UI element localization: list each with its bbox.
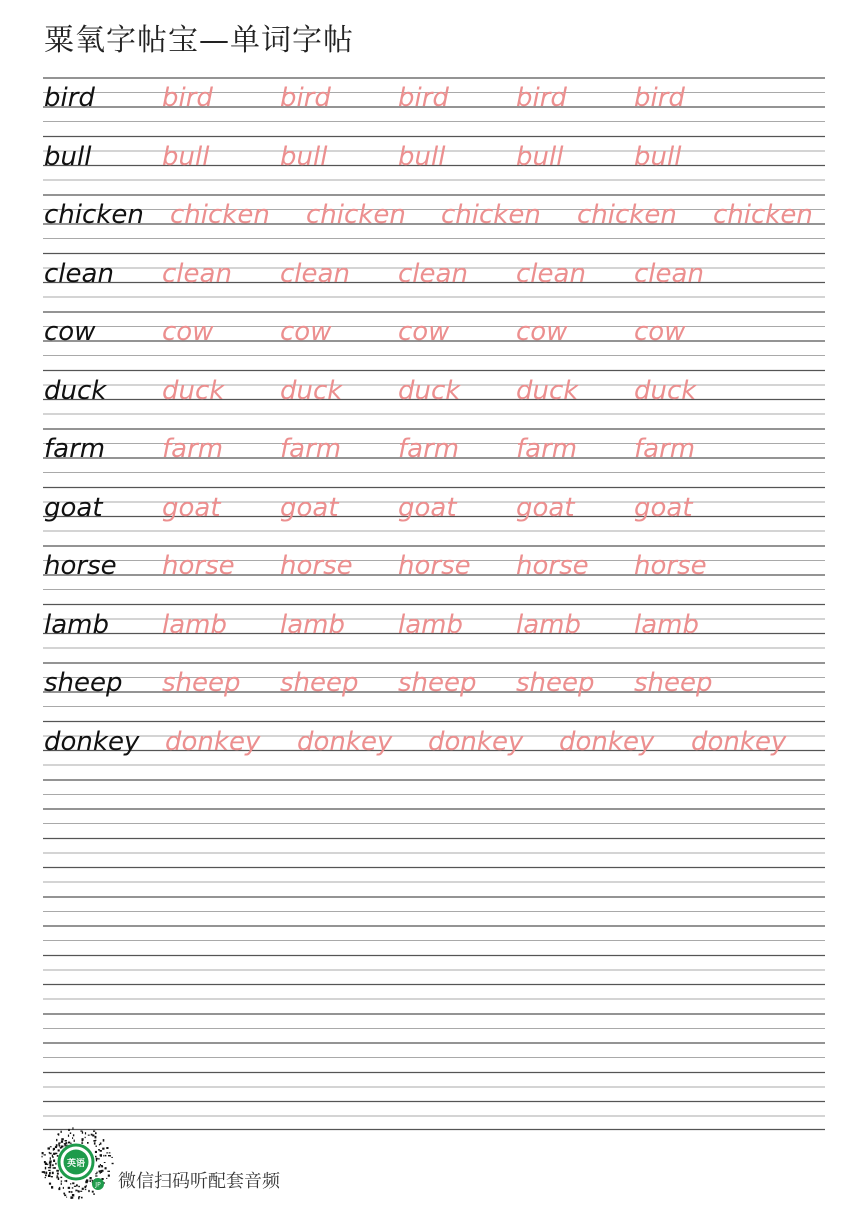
trace-word: donkey <box>428 726 524 757</box>
model-word: donkey <box>44 726 140 757</box>
model-word: goat <box>44 492 103 523</box>
trace-word: duck <box>162 375 225 406</box>
trace-word: cow <box>162 317 214 347</box>
model-word: farm <box>44 434 106 464</box>
trace-word: donkey <box>297 726 393 757</box>
trace-word: cow <box>280 317 332 347</box>
trace-word: horse <box>162 551 235 581</box>
trace-word: horse <box>280 551 353 581</box>
trace-word: clean <box>634 258 704 289</box>
trace-word: goat <box>280 492 339 523</box>
trace-word: lamb <box>516 609 581 640</box>
model-word: bull <box>44 141 92 172</box>
trace-word: horse <box>516 551 589 581</box>
model-word: bird <box>44 83 95 113</box>
model-word: duck <box>44 375 107 406</box>
trace-word: farm <box>516 434 578 464</box>
trace-word: horse <box>634 551 707 581</box>
trace-word: donkey <box>165 726 261 757</box>
trace-word: sheep <box>398 668 477 698</box>
trace-word: farm <box>280 434 342 464</box>
trace-word: sheep <box>280 668 359 698</box>
trace-word: clean <box>280 258 350 289</box>
trace-word: horse <box>398 551 471 581</box>
trace-word: lamb <box>280 609 345 640</box>
model-word: cow <box>44 317 96 347</box>
trace-word: bird <box>516 83 567 113</box>
trace-word: bird <box>634 83 685 113</box>
trace-word: chicken <box>170 200 270 230</box>
model-word: lamb <box>44 609 109 640</box>
trace-word: clean <box>398 258 468 289</box>
trace-word: duck <box>634 375 697 406</box>
trace-word: bird <box>162 83 213 113</box>
trace-word: lamb <box>398 609 463 640</box>
trace-word: clean <box>516 258 586 289</box>
trace-word: chicken <box>577 200 677 230</box>
trace-word: sheep <box>162 668 241 698</box>
model-word: chicken <box>44 200 144 230</box>
trace-word: lamb <box>162 609 227 640</box>
trace-word: bull <box>280 141 328 172</box>
trace-word: cow <box>398 317 450 347</box>
trace-word: farm <box>162 434 224 464</box>
trace-word: bull <box>516 141 564 172</box>
trace-word: sheep <box>516 668 595 698</box>
trace-word: bird <box>398 83 449 113</box>
trace-word: farm <box>634 434 696 464</box>
trace-word: chicken <box>441 200 541 230</box>
trace-word: goat <box>516 492 575 523</box>
scan-for-audio-text: 微信扫码听配套音频 <box>118 1171 280 1192</box>
trace-word: lamb <box>634 609 699 640</box>
qr-dot-label: JP <box>95 1181 101 1189</box>
trace-word: cow <box>634 317 686 347</box>
trace-word: bull <box>162 141 210 172</box>
trace-word: chicken <box>713 200 813 230</box>
trace-word: bull <box>398 141 446 172</box>
trace-word: bull <box>634 141 682 172</box>
trace-word: donkey <box>691 726 787 757</box>
trace-word: bird <box>280 83 331 113</box>
trace-word: cow <box>516 317 568 347</box>
footer <box>40 1126 340 1202</box>
trace-word: donkey <box>559 726 655 757</box>
trace-word: duck <box>280 375 343 406</box>
model-word: horse <box>44 551 117 581</box>
trace-word: duck <box>516 375 579 406</box>
qr-badge-label: 英语 <box>66 1159 86 1169</box>
trace-word: farm <box>398 434 460 464</box>
page-title: 粟氧字帖宝—单词字帖 <box>44 23 354 58</box>
trace-word: goat <box>162 492 221 523</box>
trace-word: duck <box>398 375 461 406</box>
trace-word: goat <box>634 492 693 523</box>
trace-word: clean <box>162 258 232 289</box>
qr-code-icon[interactable] <box>40 1126 114 1200</box>
trace-word: chicken <box>306 200 406 230</box>
trace-word: goat <box>398 492 457 523</box>
model-word: sheep <box>44 668 123 698</box>
model-word: clean <box>44 258 114 289</box>
trace-word: sheep <box>634 668 713 698</box>
